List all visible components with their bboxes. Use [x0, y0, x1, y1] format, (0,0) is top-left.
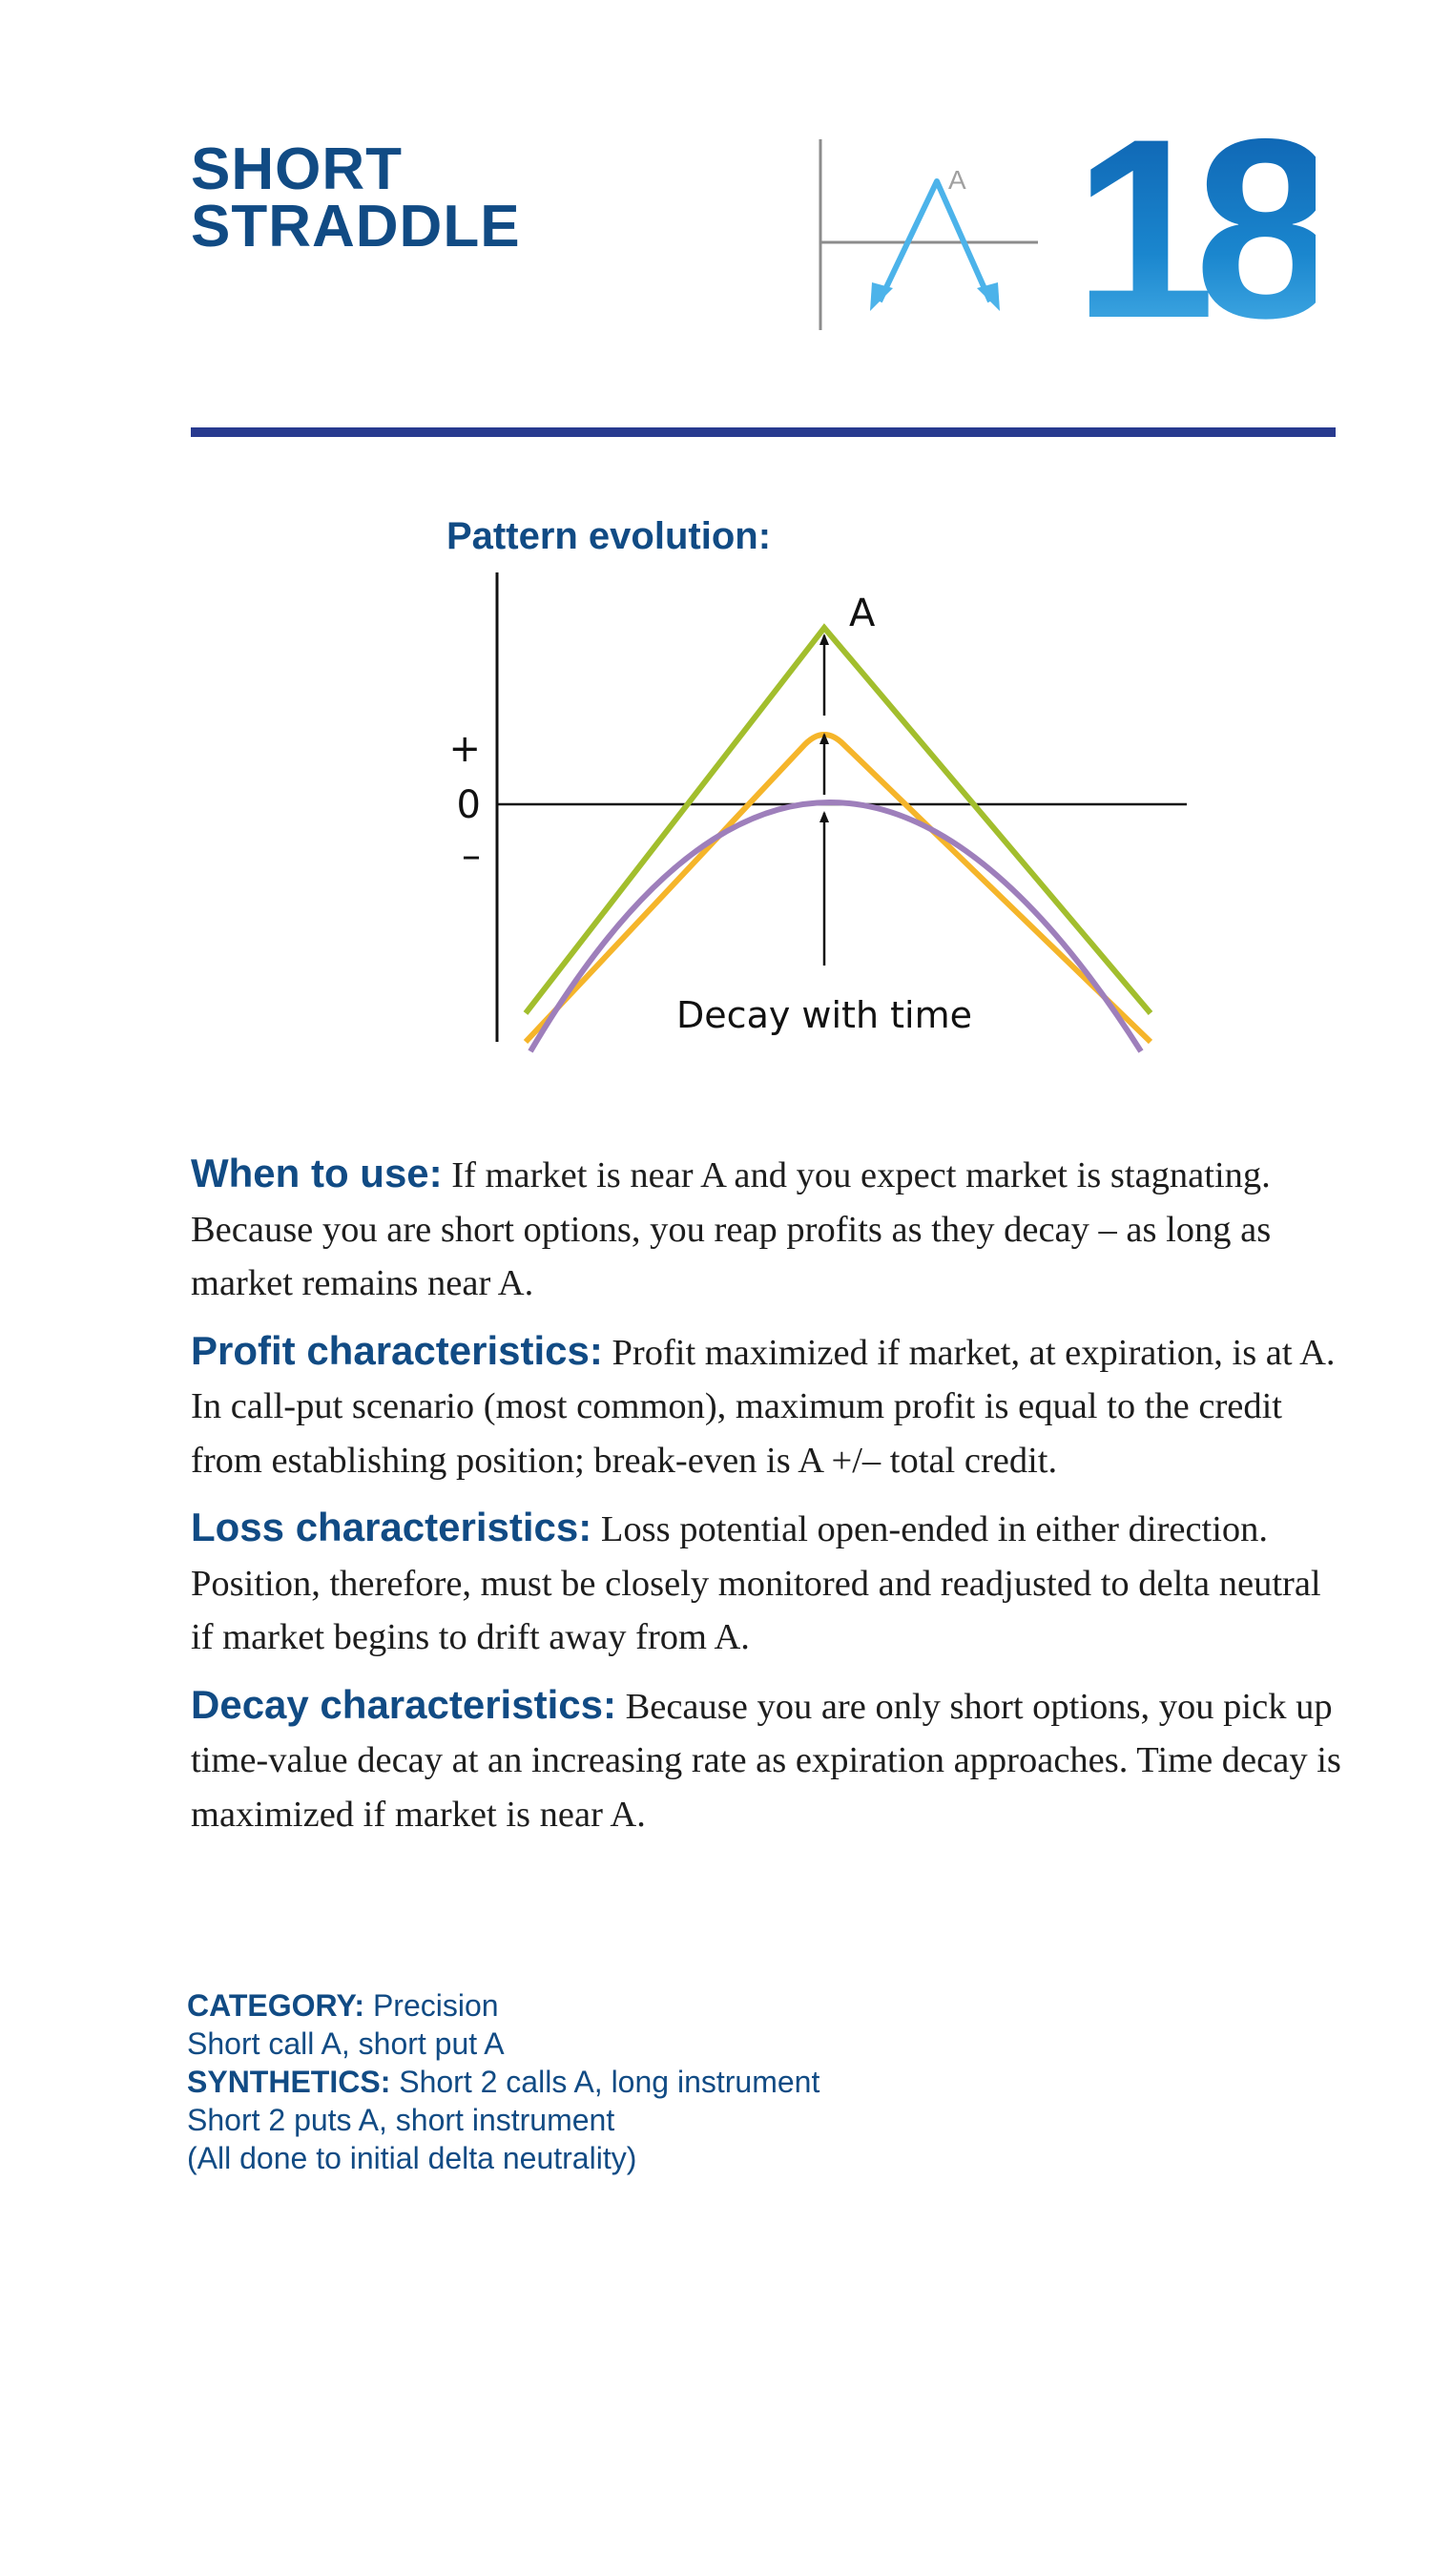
- header-divider: [191, 427, 1336, 437]
- zero-label: 0: [456, 783, 481, 827]
- strategy-meta: [187, 1986, 1236, 2177]
- short-straddle-pattern-icon: [811, 139, 1040, 340]
- synthetics-label: SYNTHETICS:: [187, 2065, 391, 2099]
- synthetics-value-1: Short 2 calls A, long instrument: [399, 2065, 820, 2099]
- strategy-description: [191, 1147, 1345, 1855]
- minus-label: –: [462, 834, 481, 878]
- profit-characteristics-heading: Profit characteristics:: [191, 1327, 603, 1373]
- profit-characteristics-paragraph: [191, 1324, 1345, 1488]
- series-line-green: [526, 628, 1151, 1013]
- strategy-title-line-2: STRADDLE: [191, 194, 521, 260]
- strategy-title: [191, 136, 521, 260]
- chart-heading: Pattern evolution:: [446, 515, 772, 557]
- decay-characteristics-text: Because you are only short options, you pick up time-value decay at an increasing rate as expiration approaches. Time decay is maximized if market is near A.: [191, 1686, 1341, 1835]
- synthetics-line: [187, 2063, 1236, 2101]
- strategy-title-line-1: SHORT: [191, 136, 403, 202]
- decay-characteristics-heading: Decay characteristics:: [191, 1681, 616, 1727]
- when-to-use-heading: When to use:: [191, 1151, 443, 1195]
- loss-characteristics-heading: Loss characteristics:: [191, 1505, 592, 1549]
- chart-strike-label: A: [849, 592, 876, 635]
- category-value: Precision: [372, 1988, 499, 2023]
- category-detail: Short call A, short put A: [187, 2026, 505, 2061]
- category-line: [187, 1986, 1236, 2025]
- decay-arrowhead-lower: [819, 811, 829, 822]
- icon-right-arrowhead: [977, 282, 1000, 311]
- icon-strike-label: A: [948, 165, 966, 195]
- loss-characteristics-paragraph: [191, 1501, 1345, 1665]
- plus-label: +: [448, 727, 481, 771]
- synthetics-note: (All done to initial delta neutrality): [187, 2141, 637, 2175]
- category-label: CATEGORY:: [187, 1988, 365, 2023]
- when-to-use-paragraph: [191, 1147, 1345, 1311]
- profit-characteristics-text: Profit maximized if market, at expiration, is at A. In call-put scenario (most common), maximum profit is equal to the credit from establishing position; break-even is A +/– total credit.: [191, 1332, 1336, 1481]
- decay-with-time-label: Decay with time: [676, 994, 972, 1036]
- loss-characteristics-text: Loss potential open-ended in either direction. Position, therefore, must be closely monitored and readjusted to delta neutral if market begins to drift away from A.: [191, 1509, 1321, 1657]
- when-to-use-text: If market is near A and you expect market is stagnating. Because you are short options, you reap profits as they decay – as long as market remains near A.: [191, 1155, 1272, 1303]
- strategy-number: 18: [1073, 85, 1317, 371]
- decay-characteristics-paragraph: [191, 1678, 1345, 1842]
- synthetics-value-2: Short 2 puts A, short instrument: [187, 2103, 615, 2137]
- pattern-evolution-chart: [420, 572, 1202, 1069]
